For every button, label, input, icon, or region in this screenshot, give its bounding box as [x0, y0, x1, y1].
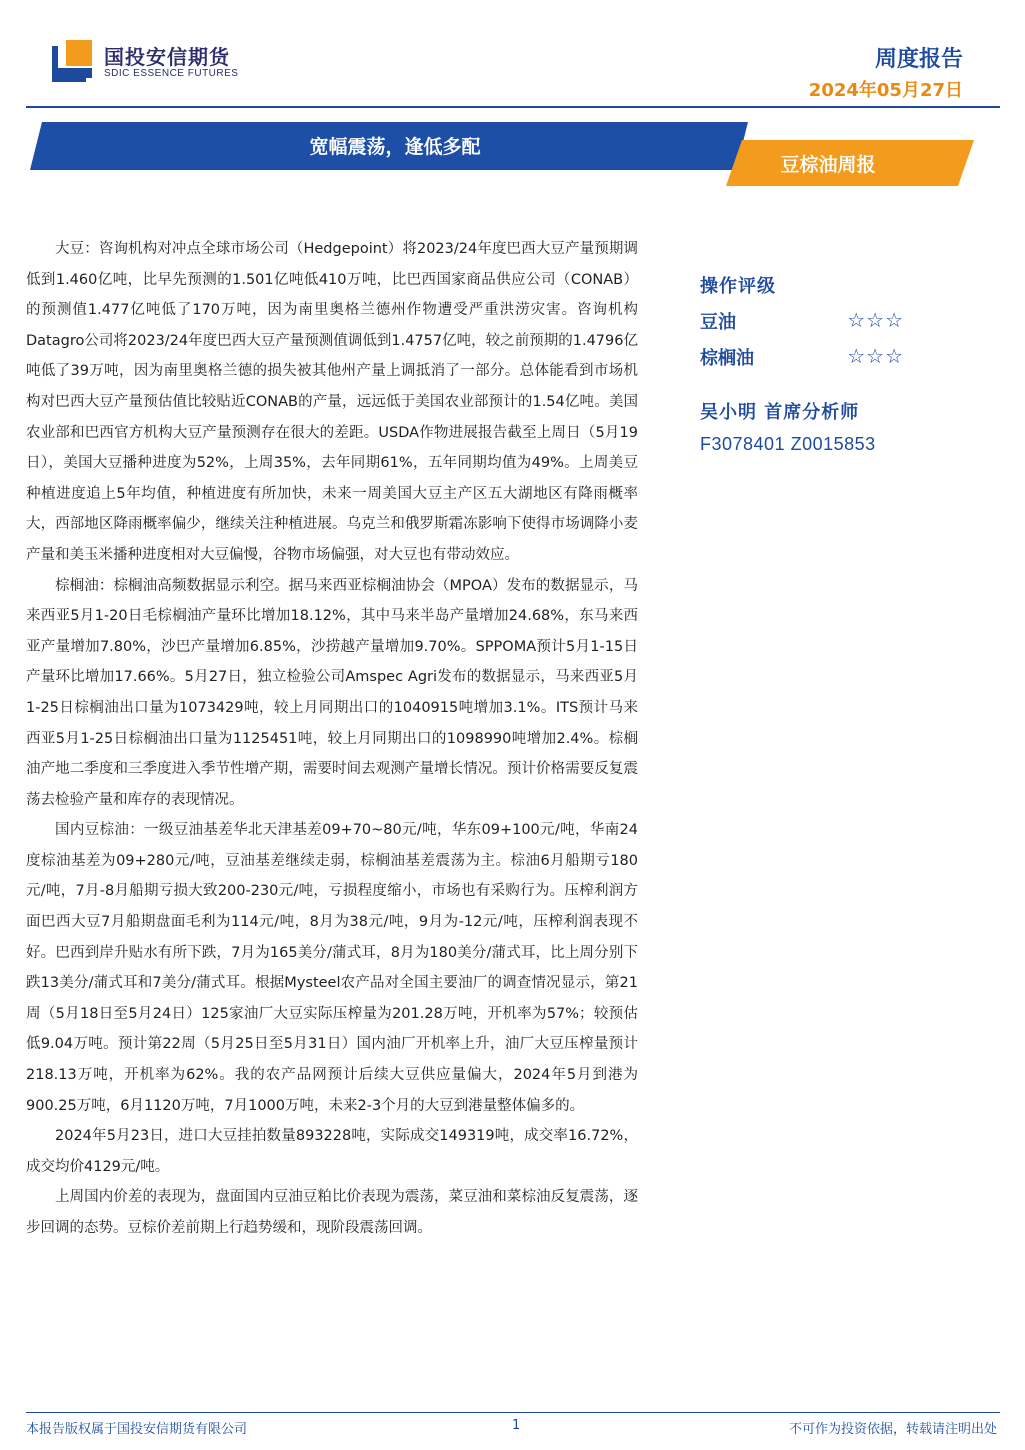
rating-row-soybean-oil	[700, 308, 904, 334]
paragraph-domestic-oils: 国内豆棕油：一级豆油基差华北天津基差09+70~80元/吨，华东09+100元/吨，华南24度棕油基差为09+280元/吨，豆油基差继续走弱，棕榈油基差震荡为主。棕油6月船期亏180元/吨，7月-8月船期亏损大致200-230元/吨，亏损程度缩小，市场也有采购行为。压榨利润方面巴西大豆7月船期盘面毛利为114元/吨，8月为38元/吨，9月为-12元/吨，压榨利润表现不好。巴西到岸升贴水有所下跌，7月为165美分/蒲式耳，8月为180美分/蒲式耳，比上周分别下跌13美分/蒲式耳和7美分/蒲式耳。根据Mysteel农产品对全国主要油厂的调查情况显示，第21周（5月18日至5月24日）125家油厂大豆实际压榨量为201.28万吨，开机率为57%；较预估低9.04万吨。预计第22周（5月25日至5月31日）国内油厂开机率上升，油厂大豆压榨量预计218.13万吨，开机率为62%。我的农产品网预计后续大豆供应量偏大，2024年5月到港为900.25万吨，6月1120万吨，7月1000万吨，未来2-3个月的大豆到港量整体偏多的。	[26, 822, 638, 1114]
logo-text	[104, 46, 238, 79]
footer-disclaimer: 不可作为投资依据，转载请注明出处	[788, 1422, 997, 1437]
paragraph-auction: 2024年5月23日，进口大豆挂拍数量893228吨，实际成交149319吨，成交率16.72%，成交均价4129元/吨。	[26, 1128, 638, 1175]
paragraph-palm-oil: 棕榈油：棕榈油高频数据显示利空。据马来西亚棕榈油协会（MPOA）发布的数据显示，马来西亚5月1-20日毛棕榈油产量环比增加18.12%，其中马来半岛产量增加24.68%，东马来西亚产量增加7.80%，沙巴产量增加6.85%，沙捞越产量增加9.70%。SPPOMA预计5月1-15日产量环比增加17.66%。5月27日，独立检验公司Amspec Agri发布的数据显示，马来西亚5月1-25日棕榈油出口量为1073429吨，较上月同期出口的1040915吨增加3.1%。ITS预计马来西亚5月1-25日棕榈油出口量为1125451吨，较上月同期出口的1098990吨增加2.4%。棕榈油产地二季度和三季度进入季节性增产期，需要时间去观测产量增长情况。预计价格需要反复震荡去检验产量和库存的表现情况。	[26, 577, 638, 808]
logo-name-cn: 国投安信期货	[104, 44, 230, 69]
rating-heading: 操作评级	[700, 276, 776, 297]
report-title: 宽幅震荡，逢低多配	[309, 136, 481, 158]
report-type: 周度报告	[874, 47, 963, 72]
report-body	[26, 234, 638, 1244]
report-date: 2024年05月27日	[808, 80, 963, 101]
company-logo	[52, 40, 238, 84]
star-rating-icon: ☆☆☆	[847, 308, 904, 332]
footer-divider	[26, 1412, 1000, 1413]
page-number: 1	[512, 1418, 521, 1433]
rating-label: 棕榈油	[700, 348, 754, 369]
analyst-name: 吴小明 首席分析师	[700, 402, 860, 423]
header-divider	[26, 106, 1000, 108]
footer-copyright: 本报告版权属于国投安信期货有限公司	[26, 1422, 248, 1437]
star-rating-icon: ☆☆☆	[847, 344, 904, 368]
rating-label: 豆油	[700, 312, 736, 333]
report-category: 豆棕油周报	[780, 154, 876, 176]
sidebar	[700, 272, 980, 455]
paragraph-soybean: 大豆：咨询机构对冲点全球市场公司（Hedgepoint）将2023/24年度巴西大豆产量预期调低到1.460亿吨，比早先预测的1.501亿吨低410万吨，比巴西国家商品供应公司（CONAB）的预测值1.477亿吨低了170万吨，因为南里奥格兰德州作物遭受严重洪涝灾害。咨询机构Datagro公司将2023/24年度巴西大豆产量预测值调低到1.4757亿吨，较之前预期的1.4796亿吨低了39万吨，因为南里奥格兰德的损失被其他州产量上调抵消了一部分。总体能看到市场机构对巴西大豆产量预估值比较贴近CONAB的产量，远远低于美国农业部预计的1.54亿吨。美国农业部和巴西官方机构大豆产量预测存在很大的差距。USDA作物进展报告截至上周日（5月19日），美国大豆播种进度为52%，上周35%，去年同期61%，五年同期均值为49%。上周美豆种植进度追上5年均值，种植进度有所加快，未来一周美国大豆主产区五大湖地区有降雨概率大，西部地区降雨概率偏少，继续关注种植进展。乌克兰和俄罗斯霜冻影响下使得市场调降小麦产量和美玉米播种进度相对大豆偏慢，谷物市场偏强，对大豆也有带动效应。	[26, 241, 638, 563]
analyst-certificate: F3078401 Z0015853	[700, 434, 876, 454]
logo-name-en: SDIC ESSENCE FUTURES	[104, 67, 239, 79]
logo-mark-icon	[52, 40, 96, 84]
rating-row-palm-oil	[700, 344, 904, 370]
paragraph-spreads: 上周国内价差的表现为，盘面国内豆油豆粕比价表现为震荡，菜豆油和菜棕油反复震荡，逐步回调的态势。豆棕价差前期上行趋势缓和，现阶段震荡回调。	[26, 1189, 638, 1236]
